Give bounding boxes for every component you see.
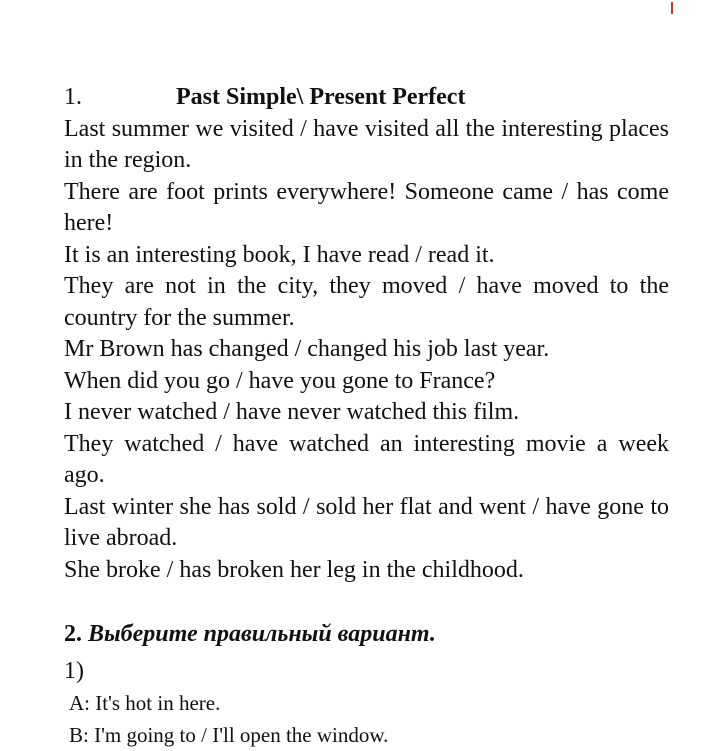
red-mark [671,2,673,14]
section-2-number: 2. [64,621,82,647]
section-2-title: Выберите правильный вариант. [88,621,436,647]
section-1-title: Past Simple\ Present Perfect [176,84,466,110]
item-number: 1) [64,657,84,684]
dialogue-line: B: I'm going to / I'll open the window. [69,723,389,747]
sentence: They are not in the city, they moved / have moved to the country for the summer. [64,273,669,331]
sentence: It is an interesting book, I have read / read it. [64,241,495,268]
sentence: When did you go / have you gone to France? [64,367,496,394]
sentence: I never watched / have never watched this film. [64,399,520,425]
sentence: Last winter she has sold / sold her flat and went / have gone to live abroad. [64,493,669,551]
sentence: Last summer we visited / have visited all the interesting places in the region. [64,115,669,173]
section-1-number: 1. [64,84,82,110]
sentence: She broke / has broken her leg in the childhood. [64,556,524,583]
section-2-heading [64,619,669,651]
sentence: Mr Brown has changed / changed his job last year. [64,336,550,362]
sentence: They watched / have watched an interesting movie a week ago. [64,430,669,488]
document-body [64,82,669,751]
dialogue-line: A: It's hot in here. [69,691,221,715]
section-1-heading [64,82,669,114]
sentence: There are foot prints everywhere! Someone came / has come here! [64,178,669,236]
